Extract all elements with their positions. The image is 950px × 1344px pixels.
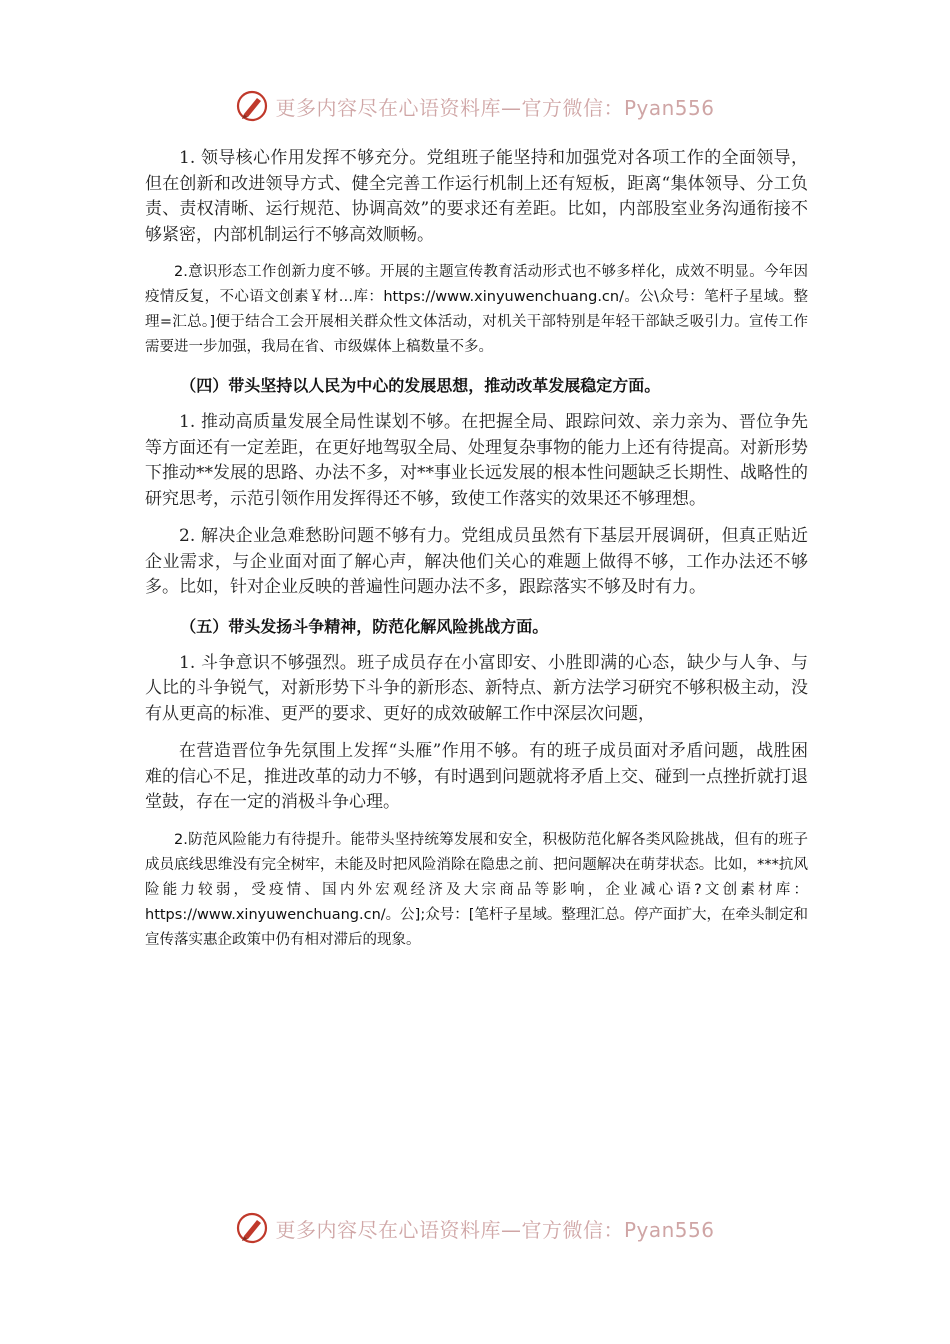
paragraph-1: 1. 领导核心作用发挥不够充分。党组班子能坚持和加强党对各项工作的全面领导，但在创新和改进领导方式、健全完善工作运行机制上还有短板，距离“集体领导、分工负责、责权清晰、运行规范、协调高效”的要求还有差距。比如，内部股室业务沟通衔接不够紧密，内部机制运行不够高效顺畅。 bbox=[145, 148, 808, 245]
document-body bbox=[145, 146, 808, 965]
header-banner-text: 更多内容尽在心语资料库—官方微信：Pyan556 bbox=[275, 95, 715, 120]
paragraph-6: 在营造晋位争先氛围上发挥“头雁”作用不够。有的班子成员面对矛盾问题，战胜困难的信心不足，推进改革的动力不够，有时遇到问题就将矛盾上交、碰到一点挫折就打退堂鼓，存在一定的消极斗争心理。 bbox=[145, 741, 808, 812]
paragraph-2: 2.意识形态工作创新力度不够。开展的主题宣传教育活动形式也不够多样化，成效不明显。今年因疫情反复，不心语文创素￥材…库：https://www.xinyuwenchuang.cn/。公\众号：笔杆子星域。整理=汇总。]便于结合工会开展相关群众性文体活动，对机关干部特别是年轻干部缺乏吸引力。宣传工作需要进一步加强，我局在省、市级媒体上稿数量不多。 bbox=[145, 264, 808, 355]
paragraph-7: 2.防范风险能力有待提升。能带头坚持统筹发展和安全，积极防范化解各类风险挑战，但有的班子成员底线思维没有完全树牢，未能及时把风险消除在隐患之前、把问题解决在萌芽状态。比如，***抗风险能力较弱，受疫情、国内外宏观经济及大宗商品等影响，企业减心语?文创素材库：https://www.xinyuwenchuang.cn/。公];众号：[笔杆子星域。整理汇总。停产面扩大，在牵头制定和宣传落实惠企政策中仍有相对滞后的现象。 bbox=[145, 831, 808, 948]
paragraph-5: 1. 斗争意识不够强烈。班子成员存在小富即安、小胜即满的心态，缺少与人争、与人比的斗争锐气，对新形势下斗争的新形态、新特点、新方法学习研究不够积极主动，没有从更高的标准、更严的要求、更好的成效破解工作中深层次问题， bbox=[145, 652, 808, 724]
pen-logo-icon bbox=[235, 1211, 269, 1245]
paragraph-3: 1. 推动高质量发展全局性谋划不够。在把握全局、跟踪问效、亲力亲为、晋位争先等方面还有一定差距，在更好地驾驭全局、处理复杂事物的能力上还有待提高。对新形势下推动**发展的思路、办法不多，对**事业长远发展的根本性问题缺乏长期性、战略性的研究思考，示范引领作用发挥得还不够，致使工作落实的效果还不够理想。 bbox=[145, 412, 808, 509]
paragraph-4: 2. 解决企业急难愁盼问题不够有力。党组成员虽然有下基层开展调研，但真正贴近企业需求，与企业面对面了解心声，解决他们关心的难题上做得不够，工作办法还不够多。比如，针对企业反映的普遍性问题办法不多，跟踪落实不够及时有力。 bbox=[145, 526, 808, 597]
pen-logo-icon bbox=[235, 89, 269, 123]
header-banner bbox=[0, 86, 950, 126]
footer-banner-text: 更多内容尽在心语资料库—官方微信：Pyan556 bbox=[275, 1217, 715, 1242]
section-heading-5: （五）带头发扬斗争精神，防范化解风险挑战方面。 bbox=[180, 616, 549, 636]
footer-banner bbox=[0, 1208, 950, 1248]
section-heading-4: （四）带头坚持以人民为中心的发展思想，推动改革发展稳定方面。 bbox=[180, 376, 661, 395]
